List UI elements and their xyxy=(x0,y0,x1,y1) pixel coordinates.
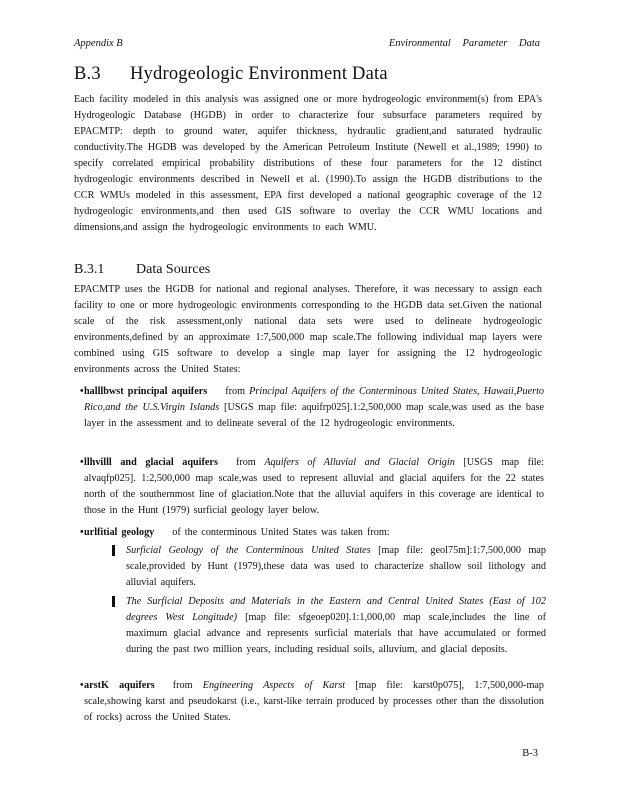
bullet-item xyxy=(80,678,544,726)
bullet-item xyxy=(80,525,544,541)
bullet-item xyxy=(80,384,544,432)
bullet-item xyxy=(80,455,544,519)
running-header-left: Appendix B xyxy=(74,38,123,49)
subsection-number: B.3.1 xyxy=(74,262,105,277)
bullet-italic: Principal Aquifers of the Conterminous United States, Hawaii,Puerto Rico,and the U.S.Virgin Islands xyxy=(84,386,544,413)
subsection-title-text: Data Sources xyxy=(136,262,211,277)
bullet-post: [USGS map file: alvaqfp025]. 1:2,500,000 map scale,was used to represent alluvial and glacial aquifers for the 22 states north of the southernmost line of glaciation.Note that the alluvial aquifers in this coverage are identical to those in the Hunt (1979) surficial geology layer below. xyxy=(84,457,544,516)
subsection-title xyxy=(74,262,210,278)
section-title xyxy=(74,64,388,85)
bullet-mark: • xyxy=(80,457,84,468)
square-bullet-icon xyxy=(112,545,115,556)
sub-bullet-italic: Surficial Geology of the Conterminous United States xyxy=(126,545,371,556)
subsection-paragraph: EPACMTP uses the HGDB for national and regional analyses. Therefore, it was necessary to assign each facility to one or more hydrogeologic environments corresponding to the HGDB data set.Given the national scale of the risk assessment,only national data sets were used to delineate hydrogeologic environments,defined by an approximate 1:7,500,000 map scale.The following individual map layers were combined using GIS software to develop a single map layer for assigning the 12 hydrogeologic environments across the United States: xyxy=(74,284,542,375)
page-number: B-3 xyxy=(522,748,538,759)
sub-bullet-post: [map file: geol75m]:1:7,500,000 map scale,provided by Hunt (1979),these data was used to characterize shallow soil lithology and alluvial aquifers. xyxy=(126,545,547,588)
section-paragraph: Each facility modeled in this analysis was assigned one or more hydrogeologic environment(s) from EPA's Hydrogeologic Database (HGDB) in order to characterize four subsurface parameters required by EPACMTP: depth to ground water, aquifer thickness, hydraulic gradient,and saturated hydraulic conductivity.The HGDB was developed by the American Petroleum Institute (Newell et al.,1989; 1990) to specify correlated empirical probability distributions of these four parameters for the 12 distinct hydrogeologic environments described in Newell et al. (1990).To assign the HGDB distributions to the CCR WMUs modeled in this assessment, EPA first developed a national geographic coverage of the 12 hydrogeologic environments,and then used GIS software to overlay the CCR WMU locations and dimensions,and assign the hydrogeologic environments to each WMU. xyxy=(74,94,542,233)
bullet-post: [map file: karst0p075], 1:7,500,000-map scale,showing karst and pseudokarst (i.e., karst-like terrain produced by processes other than the dissolution of rocks) across the United States. xyxy=(84,680,544,723)
bullet-lead: arstK aquifers xyxy=(84,680,155,691)
sub-bullet-post: [map file: sfgeoep020].1:1,000,00 map scale,includes the line of maximum glacial advance and represents surficial materials that have accumulated or formed during the past two million years, including residual soils, alluvium, and glacial deposits. xyxy=(126,612,546,655)
bullet-lead: llhvilll and glacial aquifers xyxy=(84,457,218,468)
square-bullet-icon xyxy=(112,596,115,607)
sub-bullet-italic: The Surficial Deposits and Materials in the Eastern and Central United States (East of 102 degrees West Longitude) xyxy=(126,596,546,623)
section-number: B.3 xyxy=(74,64,101,84)
bullet-mark: • xyxy=(80,527,84,538)
sub-bullet-item xyxy=(126,543,546,591)
bullet-lead: halllbwst principal aquifers xyxy=(84,386,208,397)
bullet-mark: • xyxy=(80,680,84,691)
sub-bullet-item xyxy=(126,594,546,658)
bullet-pre: from xyxy=(225,386,250,397)
bullet-italic: Aquifers of Alluvial and Glacial Origin xyxy=(264,457,455,468)
bullet-mark: • xyxy=(80,386,84,397)
bullet-italic: Engineering Aspects of Karst xyxy=(202,680,346,691)
bullet-lead: urlfitial geology xyxy=(84,527,155,538)
section-title-text: Hydrogeologic Environment Data xyxy=(130,64,388,84)
bullet-post: of the conterminous United States was taken from: xyxy=(172,527,390,538)
bullet-pre: from xyxy=(235,457,265,468)
running-header-right: Environmental Parameter Data xyxy=(388,38,540,49)
bullet-pre: from xyxy=(172,680,203,691)
bullet-post: [USGS map file: aquifrp025].1:2,500,000 map scale,was used as the base layer in the assessment and to delineate several of the 12 hydrogeologic environments. xyxy=(84,402,544,429)
